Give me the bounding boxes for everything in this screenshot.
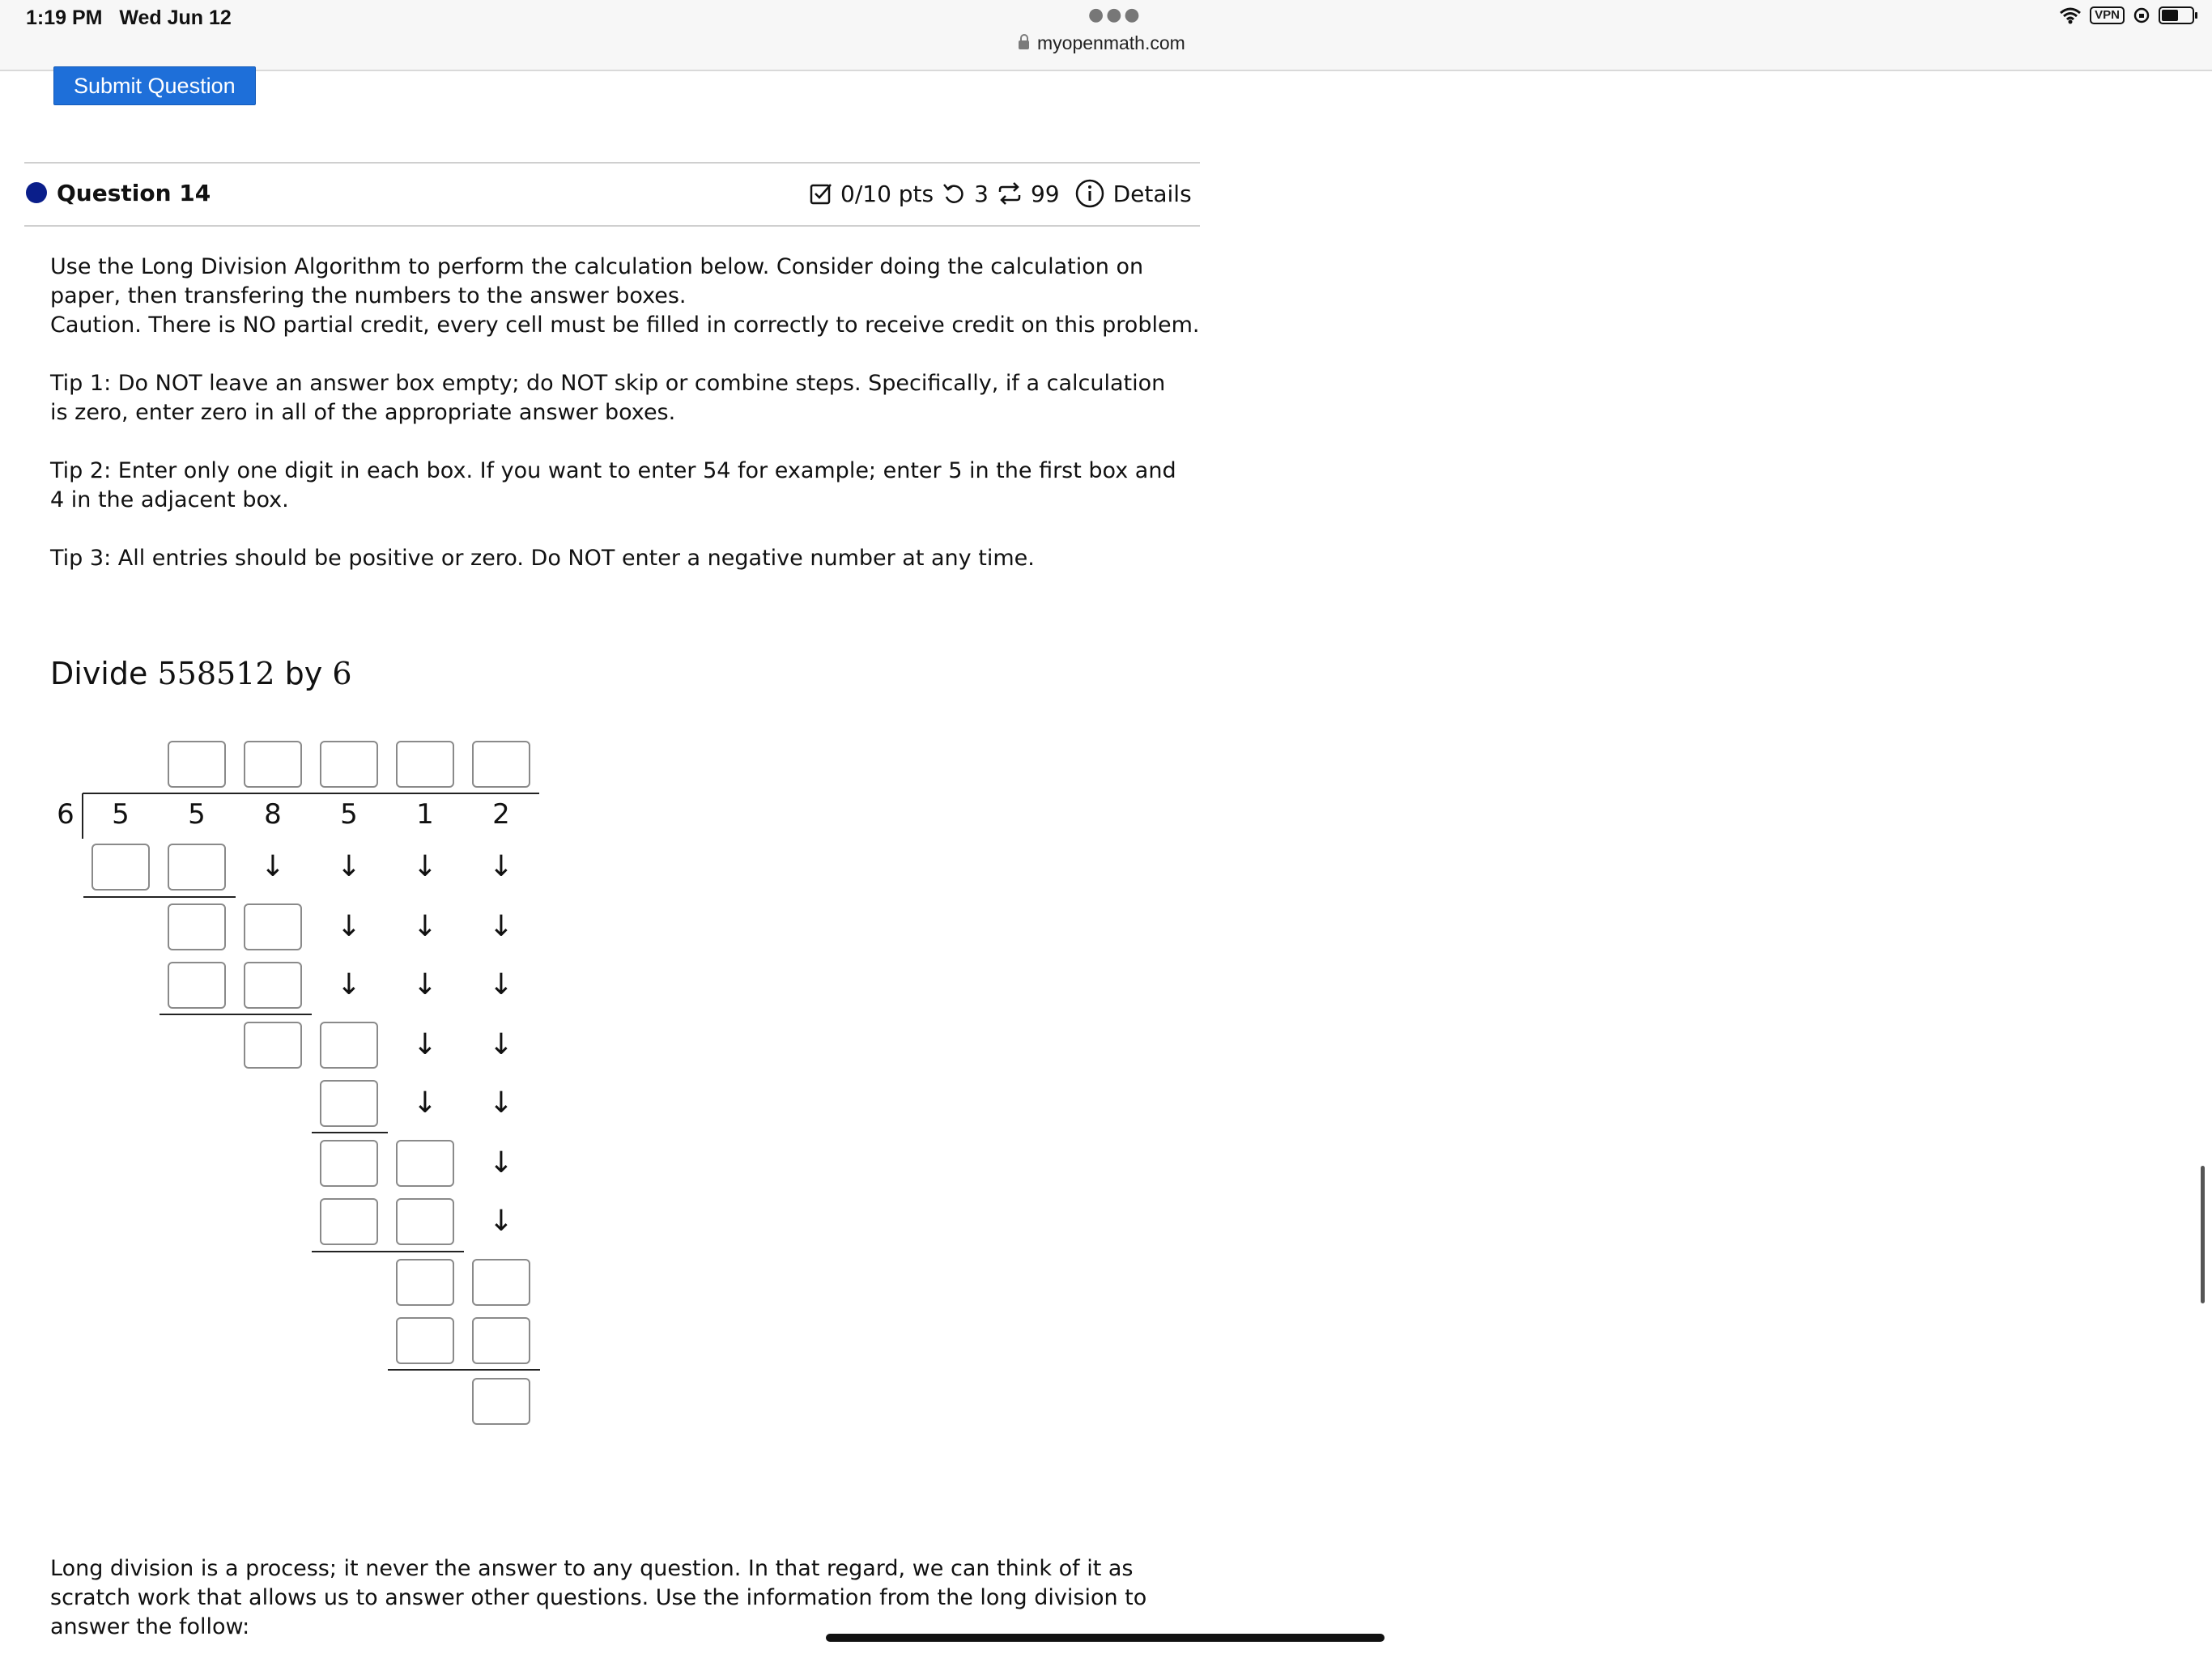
retries-count: 3 [974, 180, 989, 207]
divider [24, 162, 1200, 164]
versions-icon [997, 182, 1023, 205]
bring-down-arrow: ↓ [412, 850, 438, 883]
step-5-product-digit-2[interactable] [472, 1317, 530, 1364]
subtraction-line [312, 1132, 388, 1133]
problem-prefix: Divide [50, 656, 148, 691]
instruction-paragraph: Use the Long Division Algorithm to perform the calculation below. Consider doing the calculation on paper, then transfering the numbers to the answer boxes. [50, 254, 1144, 308]
wifi-icon [2059, 6, 2082, 24]
subtraction-line [388, 1369, 540, 1371]
dividend-digit: 1 [416, 798, 434, 831]
ld-divisor: 6 [57, 798, 74, 831]
bring-down-arrow: ↓ [412, 910, 438, 943]
dividend-digit: 5 [340, 798, 358, 831]
bring-down-arrow: ↓ [412, 1028, 438, 1061]
step-4-product-digit-2[interactable] [396, 1198, 454, 1245]
step-2-remainder-digit-2[interactable] [244, 903, 302, 950]
step-5-product-digit-1[interactable] [396, 1317, 454, 1364]
step-2-product-digit-1[interactable] [168, 962, 226, 1009]
quotient-digit-5[interactable] [472, 741, 530, 788]
status-icons [2059, 6, 2194, 24]
bring-down-arrow: ↓ [488, 1205, 514, 1238]
caution-text: Caution. There is NO partial credit, every cell must be filled in correctly to receive credit on this problem. [50, 312, 1200, 338]
scrollbar[interactable] [2201, 1166, 2205, 1303]
quotient-digit-3[interactable] [320, 741, 378, 788]
url-text: myopenmath.com [1037, 32, 1185, 53]
retry-icon [942, 182, 966, 205]
details-link[interactable]: Details [1112, 180, 1192, 207]
status-bar [0, 0, 2212, 71]
bring-down-arrow: ↓ [488, 1086, 514, 1120]
quotient-digit-2[interactable] [244, 741, 302, 788]
step-2-product-digit-2[interactable] [244, 962, 302, 1009]
more-dots-icon[interactable]: ●●● [1088, 5, 1142, 25]
subtraction-line [312, 1251, 464, 1252]
problem-statement [50, 656, 352, 691]
battery-icon [2159, 6, 2194, 24]
quotient-digit-4[interactable] [396, 741, 454, 788]
dividend-digit: 8 [264, 798, 282, 831]
orientation-lock-icon [2133, 6, 2150, 24]
vpn-badge: VPN [2090, 6, 2125, 24]
step-5-remainder-digit-2[interactable] [472, 1259, 530, 1306]
lock-icon [1019, 40, 1029, 49]
bring-down-arrow: ↓ [488, 968, 514, 1001]
step-1-product-digit-1[interactable] [91, 844, 150, 891]
subtraction-line [160, 1014, 312, 1015]
step-1-product-digit-2[interactable] [168, 844, 226, 891]
bring-down-arrow: ↓ [488, 1146, 514, 1180]
step-3-product-digit[interactable] [320, 1080, 378, 1127]
checkbox-icon [810, 182, 832, 205]
bring-down-arrow: ↓ [412, 968, 438, 1001]
step-3-remainder-digit-2[interactable] [320, 1022, 378, 1069]
question-meta [810, 178, 1200, 209]
versions-count: 99 [1030, 180, 1060, 207]
problem-by: by [284, 656, 323, 691]
bring-down-arrow: ↓ [488, 910, 514, 943]
step-3-remainder-digit-1[interactable] [244, 1022, 302, 1069]
tip-3: Tip 3: All entries should be positive or zero. Do NOT enter a negative number at any time. [50, 546, 1035, 571]
quotient-digit-1[interactable] [168, 741, 226, 788]
follow-up-paragraph: Long division is a process; it never the answer to any question. In that regard, we can think of it as scratch work that allows us to answer other questions. Use the information from the long division to answer the follow: [50, 1556, 1147, 1639]
status-time [26, 6, 232, 30]
step-2-remainder-digit-1[interactable] [168, 903, 226, 950]
bring-down-arrow: ↓ [412, 1086, 438, 1120]
submit-question-button[interactable]: Submit Question [53, 66, 256, 105]
problem-dividend: 558512 [157, 656, 275, 691]
final-remainder-digit[interactable] [472, 1378, 530, 1425]
problem-divisor: 6 [332, 656, 352, 691]
dividend-digit: 5 [112, 798, 130, 831]
address-bar[interactable] [1019, 32, 1185, 54]
bring-down-arrow: ↓ [488, 850, 514, 883]
bring-down-arrow: ↓ [336, 910, 362, 943]
tip-1: Tip 1: Do NOT leave an answer box empty; do NOT skip or combine steps. Specifically, if a calculation is zero, enter zero in all of the appropriate answer boxes. [50, 371, 1166, 425]
points: 0/10 pts [840, 180, 934, 207]
divider [24, 225, 1200, 227]
step-4-remainder-digit-1[interactable] [320, 1140, 378, 1187]
question-title: Question 14 [57, 180, 211, 206]
step-4-remainder-digit-2[interactable] [396, 1140, 454, 1187]
bring-down-arrow: ↓ [336, 850, 362, 883]
question-status-dot [26, 182, 47, 203]
dividend-digit: 5 [188, 798, 206, 831]
tip-2: Tip 2: Enter only one digit in each box. If you want to enter 54 for example; enter 5 in the first box and 4 in the adjacent box. [50, 458, 1176, 512]
bring-down-arrow: ↓ [488, 1028, 514, 1061]
bring-down-arrow: ↓ [260, 850, 286, 883]
bring-down-arrow: ↓ [336, 968, 362, 1001]
step-5-remainder-digit-1[interactable] [396, 1259, 454, 1306]
home-indicator[interactable] [826, 1634, 1385, 1642]
clock: 1:19 PM [26, 6, 103, 29]
subtraction-line [83, 896, 236, 898]
step-4-product-digit-1[interactable] [320, 1198, 378, 1245]
date: Wed Jun 12 [119, 6, 232, 29]
dividend-digit: 2 [492, 798, 510, 831]
info-icon[interactable] [1074, 178, 1105, 209]
